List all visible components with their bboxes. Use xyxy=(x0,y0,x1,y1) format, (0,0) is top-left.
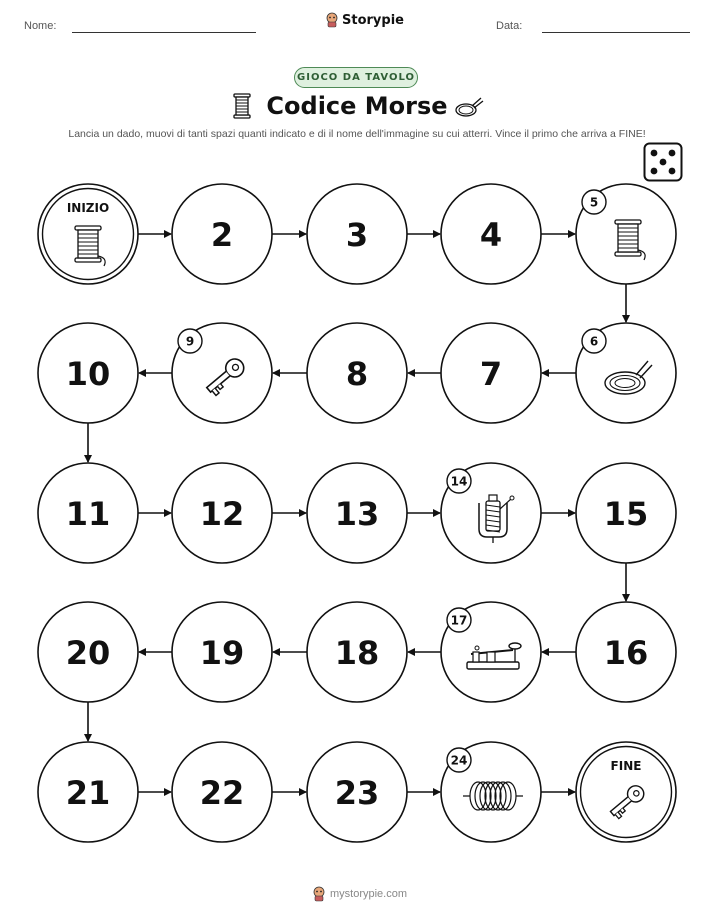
space-number: 11 xyxy=(65,495,111,533)
space-label: INIZIO xyxy=(66,201,110,215)
space-number: 10 xyxy=(65,355,111,393)
space-number: 16 xyxy=(603,634,649,672)
board-space-3 xyxy=(307,184,407,284)
board-space-18 xyxy=(307,602,407,702)
board-space-4 xyxy=(441,184,541,284)
board-space-15 xyxy=(576,463,676,563)
space-number: 21 xyxy=(65,774,111,812)
space-number: 14 xyxy=(450,474,468,489)
board-space-21 xyxy=(38,742,138,842)
space-number: 7 xyxy=(479,355,503,393)
space-number: 13 xyxy=(334,495,380,533)
space-number: 17 xyxy=(450,613,468,628)
space-number: 24 xyxy=(450,753,468,768)
footer-site: mystorypie.com xyxy=(330,888,408,900)
space-number: 4 xyxy=(479,216,503,254)
space-circle xyxy=(576,742,676,842)
board-space-10 xyxy=(38,323,138,423)
space-number: 9 xyxy=(185,334,195,349)
board-space-13 xyxy=(307,463,407,563)
space-number: 8 xyxy=(345,355,369,393)
space-number: 12 xyxy=(199,495,245,533)
board-space-25 xyxy=(576,742,676,842)
space-number: 5 xyxy=(589,195,599,210)
board-space-24 xyxy=(441,742,541,842)
board-space-6 xyxy=(576,323,676,423)
board-space-8 xyxy=(307,323,407,423)
board-space-7 xyxy=(441,323,541,423)
board-space-11 xyxy=(38,463,138,563)
board-space-17 xyxy=(441,602,541,702)
board-space-14 xyxy=(441,463,541,563)
date-label: Data: xyxy=(496,20,523,32)
board-space-16 xyxy=(576,602,676,702)
space-number: 3 xyxy=(345,216,369,254)
space-number: 2 xyxy=(210,216,234,254)
brand-name: Storypie xyxy=(342,12,404,28)
space-number: 18 xyxy=(334,634,380,672)
board-space-9 xyxy=(172,323,272,423)
space-number: 15 xyxy=(603,495,649,533)
page-title: Codice Morse xyxy=(266,92,448,120)
space-number: 20 xyxy=(65,634,111,672)
space-number: 6 xyxy=(589,334,599,349)
name-label: Nome: xyxy=(24,20,57,32)
storypie-mascot-icon xyxy=(312,886,326,902)
space-number: 22 xyxy=(199,774,245,812)
space-number: 19 xyxy=(199,634,245,672)
instructions: Lancia un dado, muovi di tanti spazi quanti indicato e di il nome dell'immagine su cui atterri. Vince il primo che arriva a FINE! xyxy=(68,128,646,140)
board-space-20 xyxy=(38,602,138,702)
footer xyxy=(312,886,407,902)
board-space-5 xyxy=(576,184,676,284)
board-space-22 xyxy=(172,742,272,842)
space-label: FINE xyxy=(610,759,642,773)
board-space-1 xyxy=(38,184,138,284)
category-badge: GIOCO DA TAVOLO xyxy=(294,67,418,88)
board-space-2 xyxy=(172,184,272,284)
space-number: 23 xyxy=(334,774,380,812)
board-space-19 xyxy=(172,602,272,702)
board-space-23 xyxy=(307,742,407,842)
board-space-12 xyxy=(172,463,272,563)
